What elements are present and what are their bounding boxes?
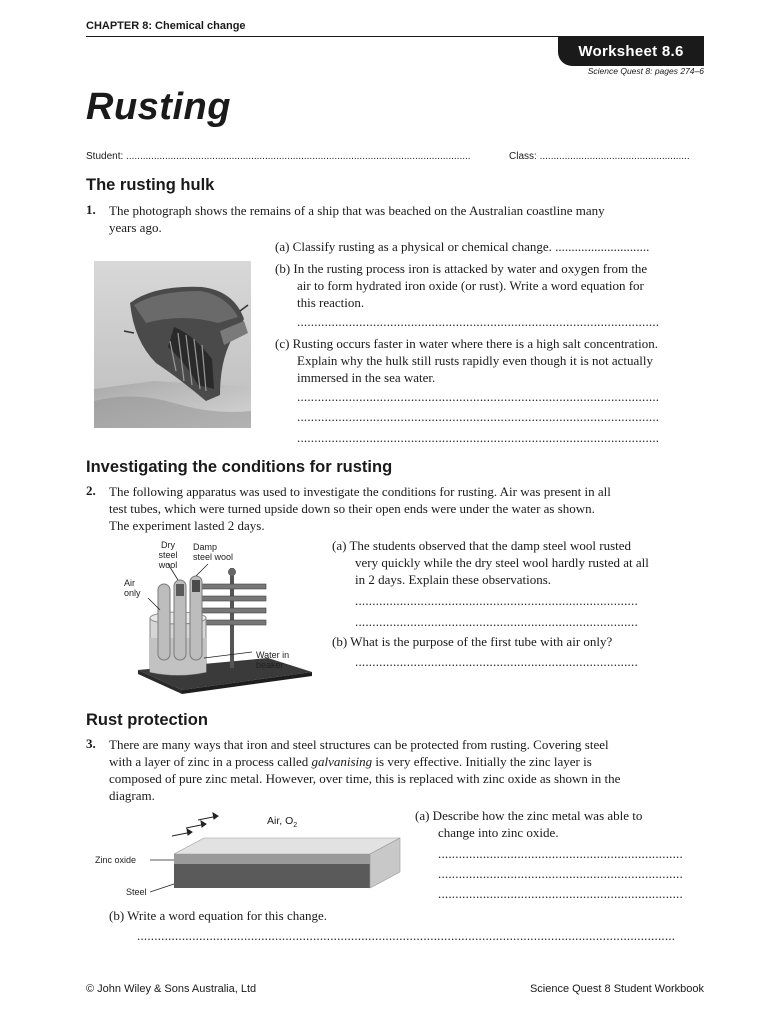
page-title: Rusting bbox=[86, 86, 231, 128]
rusting-apparatus-diagram bbox=[120, 540, 320, 696]
source-title: Science Quest 8: bbox=[587, 66, 653, 76]
q1b-text-line-3: this reaction. bbox=[297, 295, 365, 310]
student-line: ............................................................................................................................ bbox=[126, 151, 471, 162]
q3a-text-line-1: (a) Describe how the zinc metal was able to bbox=[415, 808, 643, 823]
label-zinc-oxide: Zinc oxide bbox=[95, 855, 137, 865]
q2a-text-line-3: in 2 days. Explain these observations. bbox=[355, 572, 552, 587]
label-damp-steel-wool: Damp steel wool bbox=[193, 542, 234, 562]
q3a-answer-line-3[interactable]: ....................................................................... bbox=[438, 886, 683, 901]
class-field[interactable] bbox=[509, 151, 690, 162]
label-water-in-beaker: Water in beaker bbox=[256, 650, 290, 670]
q1c-text-line-1: (c) Rusting occurs faster in water where there is a high salt concentration. bbox=[275, 336, 658, 351]
label-air-o2 bbox=[267, 815, 297, 829]
footer-book-title: Science Quest 8 Student Workbook bbox=[529, 983, 704, 995]
q3a-text-line-2: change into zinc oxide. bbox=[438, 825, 559, 840]
q3-intro-part-a: with a layer of zinc in a process called bbox=[109, 754, 312, 769]
q3a-answer-line-2[interactable]: ....................................................................... bbox=[438, 866, 683, 881]
class-line: ...................................................... bbox=[539, 151, 690, 162]
q3-intro-line-4: diagram. bbox=[109, 788, 155, 803]
q3-galvanising-term: galvanising bbox=[311, 754, 373, 769]
label-dry-steel-wool: Dry steel wool bbox=[158, 540, 178, 570]
q1b-answer-line[interactable]: ......................................................................................................... bbox=[297, 314, 660, 329]
question-number-1: 1. bbox=[86, 202, 96, 217]
question-number-2: 2. bbox=[86, 483, 96, 498]
q2a-text-line-2: very quickly while the dry steel wool hardly rusted at all bbox=[355, 555, 649, 570]
label-steel: Steel bbox=[126, 887, 147, 897]
q2-intro-line-2: test tubes, which were turned upside down so their open ends were under the water as shown. bbox=[109, 501, 595, 516]
q1b-text-line-1: (b) In the rusting process iron is attacked by water and oxygen from the bbox=[275, 261, 648, 276]
q1-intro-line-2: years ago. bbox=[109, 220, 162, 235]
q3-intro-line-1: There are many ways that iron and steel structures can be protected from rusting. Covering steel bbox=[109, 737, 609, 752]
q3a-answer-line-1[interactable]: ....................................................................... bbox=[438, 846, 683, 861]
student-field[interactable] bbox=[86, 151, 471, 162]
q3b-text: (b) Write a word equation for this change. bbox=[109, 908, 327, 923]
q2-intro-line-3: The experiment lasted 2 days. bbox=[109, 518, 265, 533]
q1-intro-line-1: The photograph shows the remains of a ship that was beached on the Australian coastline many bbox=[109, 203, 605, 218]
q1b-text-line-2: air to form hydrated iron oxide (or rust). Write a word equation for bbox=[297, 278, 644, 293]
q2a-text-line-1: (a) The students observed that the damp steel wool rusted bbox=[332, 538, 632, 553]
source-reference bbox=[588, 66, 704, 76]
footer-copyright: © John Wiley & Sons Australia, Ltd bbox=[86, 983, 257, 995]
q1c-text-line-2: Explain why the hulk still rusts rapidly even though it is not actually bbox=[297, 353, 654, 368]
label-air-only: Air only bbox=[124, 578, 141, 598]
q2a-answer-line-1[interactable]: .................................................................................. bbox=[355, 593, 638, 608]
student-label: Student: bbox=[86, 151, 124, 162]
ship-hulk-photo bbox=[94, 261, 251, 428]
label-air-o2-subscript: 2 bbox=[293, 822, 298, 830]
question-number-3: 3. bbox=[86, 736, 96, 751]
q2b-text: (b) What is the purpose of the first tube with air only? bbox=[332, 634, 613, 649]
q2a-answer-line-2[interactable]: .................................................................................. bbox=[355, 614, 638, 629]
q1a-text: (a) Classify rusting as a physical or chemical change. ............................. bbox=[275, 239, 650, 254]
q2-intro-line-1: The following apparatus was used to investigate the conditions for rusting. Air was present in all bbox=[109, 484, 611, 499]
class-label: Class: bbox=[509, 151, 537, 162]
q1c-answer-line-1[interactable]: ......................................................................................................... bbox=[297, 389, 660, 404]
source-pages: pages 274–6 bbox=[652, 66, 704, 76]
section-heading-conditions: Investigating the conditions for rusting bbox=[86, 458, 393, 476]
q1c-answer-line-2[interactable]: ......................................................................................................... bbox=[297, 409, 660, 424]
section-heading-rust-protection: Rust protection bbox=[86, 711, 208, 729]
q2b-answer-line[interactable]: .................................................................................. bbox=[355, 654, 638, 669]
q1c-text-line-3: immersed in the sea water. bbox=[297, 370, 436, 385]
q3-intro-part-c: is very effective. Initially the zinc layer is bbox=[372, 754, 592, 769]
label-air-o2-text: Air, O bbox=[267, 815, 294, 827]
q3-intro-line-3: composed of pure zinc metal. However, over time, this is replaced with zinc oxide as shown in the bbox=[109, 771, 621, 786]
q3b-answer-line[interactable]: ............................................................................................................................................................ bbox=[137, 928, 676, 943]
q3-intro-line-2 bbox=[109, 753, 592, 770]
worksheet-badge: Worksheet 8.6 bbox=[558, 37, 704, 66]
chapter-heading: CHAPTER 8: Chemical change bbox=[86, 20, 246, 32]
section-heading-rusting-hulk: The rusting hulk bbox=[86, 176, 215, 194]
q1c-answer-line-3[interactable]: ......................................................................................................... bbox=[297, 430, 660, 445]
